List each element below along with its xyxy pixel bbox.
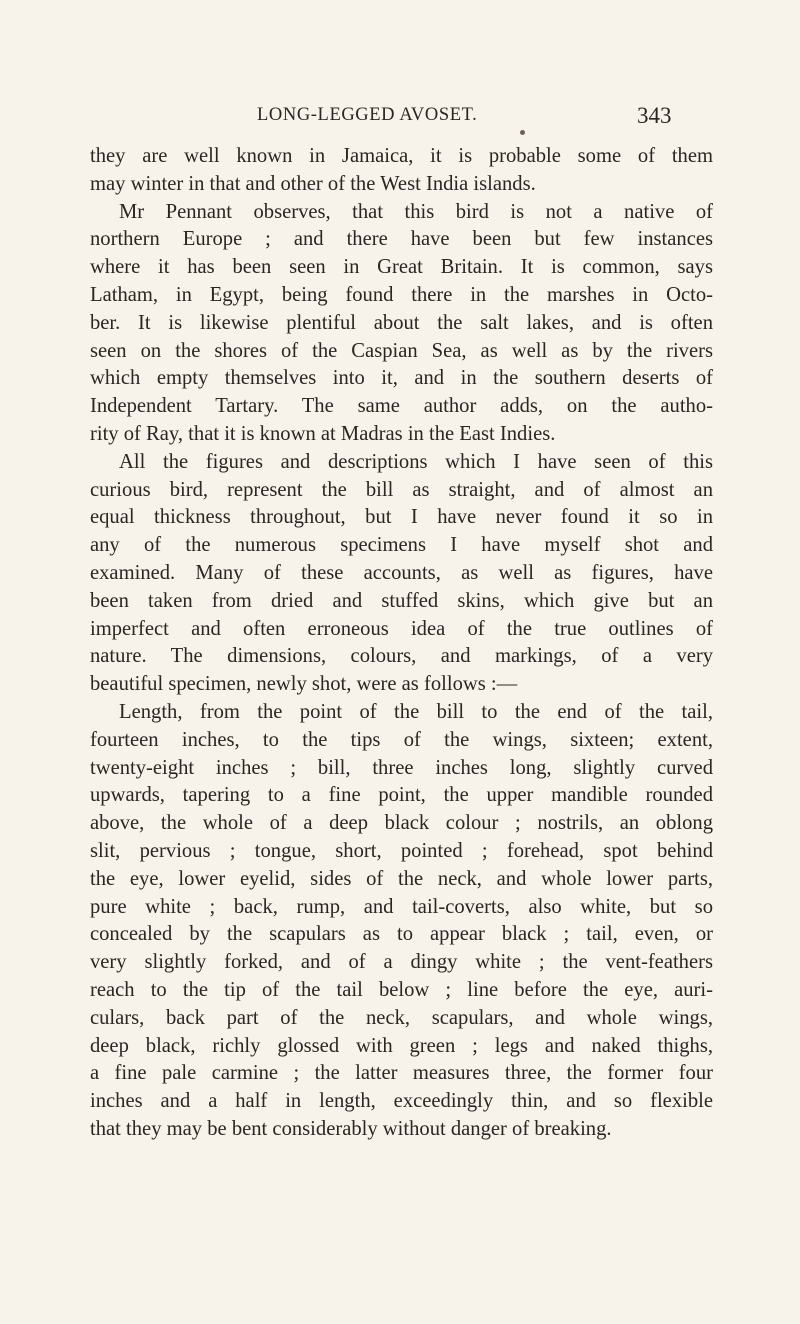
text-line: very slightly forked, and of a dingy white ; the vent-feathers: [90, 951, 713, 974]
text-line: deep black, richly glossed with green ; legs and naked thighs,: [90, 1034, 713, 1057]
text-line: northern Europe ; and there have been but few instances: [90, 228, 713, 251]
text-line: been taken from dried and stuffed skins, which give but an: [90, 589, 713, 612]
text-line: curious bird, represent the bill as straight, and of almost an: [90, 478, 713, 501]
body-text: [90, 143, 713, 1144]
text-line: they are well known in Jamaica, it is probable some of them: [90, 145, 713, 167]
text-line: ber. It is likewise plentiful about the salt lakes, and is often: [90, 311, 713, 334]
page-header: [0, 102, 800, 138]
text-line: nature. The dimensions, colours, and markings, of a very: [90, 645, 713, 668]
text-line: Length, from the point of the bill to the end of the tail,: [119, 700, 713, 723]
text-line: seen on the shores of the Caspian Sea, as well as by the rivers: [90, 339, 713, 362]
text-line: twenty-eight inches ; bill, three inches long, slightly curved: [90, 756, 713, 779]
text-line: beautiful specimen, newly shot, were as follows :—: [90, 673, 518, 696]
page-number: 343: [637, 103, 672, 128]
text-line: All the figures and descriptions which I have seen of this: [119, 450, 713, 473]
text-line: may winter in that and other of the West India islands.: [90, 172, 536, 195]
text-line: examined. Many of these accounts, as well as figures, have: [90, 561, 713, 584]
ink-mark: [520, 130, 525, 135]
text-line: imperfect and often erroneous idea of the true outlines of: [90, 617, 713, 640]
text-line: culars, back part of the neck, scapulars, and whole wings,: [90, 1006, 713, 1029]
text-line: any of the numerous specimens I have myself shot and: [90, 534, 713, 557]
text-line: Independent Tartary. The same author adds, on the autho-: [90, 395, 713, 418]
text-line: above, the whole of a deep black colour ; nostrils, an oblong: [90, 812, 713, 835]
text-line: fourteen inches, to the tips of the wings, sixteen; extent,: [90, 728, 713, 751]
text-line: Latham, in Egypt, being found there in the marshes in Octo-: [90, 283, 713, 306]
text-line: reach to the tip of the tail below ; line before the eye, auri-: [90, 978, 713, 1001]
text-line: rity of Ray, that it is known at Madras in the East Indies.: [90, 422, 556, 445]
text-line: upwards, tapering to a fine point, the upper mandible rounded: [90, 784, 713, 807]
text-line: which empty themselves into it, and in the southern deserts of: [90, 367, 713, 390]
text-line: equal thickness throughout, but I have never found it so in: [90, 506, 713, 529]
text-line: concealed by the scapulars as to appear black ; tail, even, or: [90, 923, 713, 946]
text-line: that they may be bent considerably without danger of breaking.: [90, 1117, 612, 1140]
running-title: LONG-LEGGED AVOSET.: [257, 105, 478, 125]
text-line: where it has been seen in Great Britain. It is common, says: [90, 256, 713, 279]
text-line: the eye, lower eyelid, sides of the neck, and whole lower parts,: [90, 867, 713, 890]
text-line: inches and a half in length, exceedingly thin, and so flexible: [90, 1090, 713, 1113]
text-line: a fine pale carmine ; the latter measures three, the former four: [90, 1062, 713, 1085]
text-line: pure white ; back, rump, and tail-coverts, also white, but so: [90, 895, 713, 918]
text-line: Mr Pennant observes, that this bird is not a native of: [119, 200, 713, 223]
text-line: slit, pervious ; tongue, short, pointed ; forehead, spot behind: [90, 839, 713, 862]
